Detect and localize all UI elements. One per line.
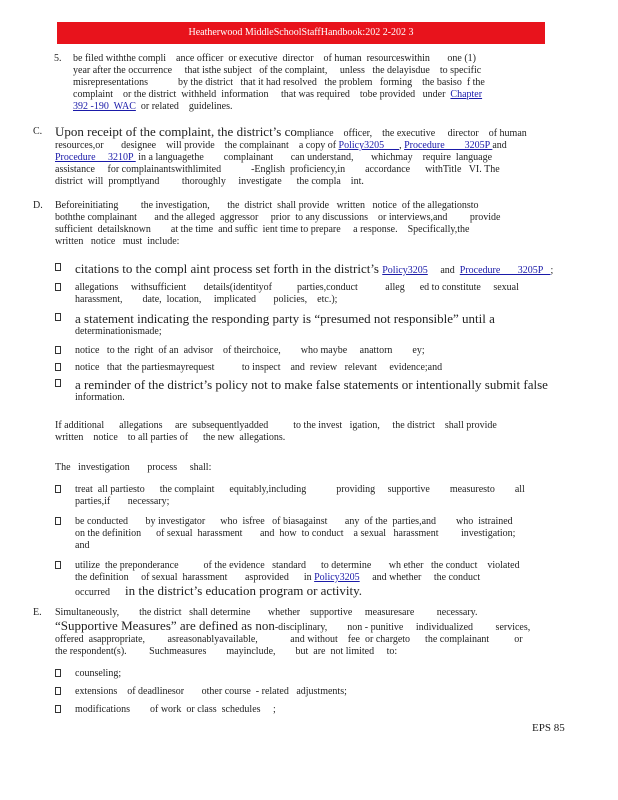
additional-allegations-line-2: written notice to all parties of the new allegations. xyxy=(55,432,286,443)
additional-allegations-paragraph xyxy=(55,420,575,444)
policy-3205-link-2[interactable]: Policy3205 xyxy=(382,265,428,276)
chapter-link[interactable]: Chapter xyxy=(450,89,483,100)
section-d xyxy=(33,200,575,248)
process-item-2 xyxy=(57,516,577,552)
bullet-box-icon xyxy=(55,379,61,387)
section-e-line-1: Simultaneously, the district shall determine whether supportive measuresare necessary. xyxy=(55,607,478,618)
bullet-box-icon xyxy=(55,687,61,695)
section-e xyxy=(33,607,575,658)
notice-item-4 xyxy=(57,345,577,357)
section-d-line-1: Beforeinitiating the investigation, the district shall provide written notice of the allegationsto xyxy=(55,200,479,211)
section-c-line-1-rest: mpliance officer, the executive director of human xyxy=(296,128,527,139)
bullet-box-icon xyxy=(55,263,61,271)
header-title: Heatherwood MiddleSchoolStaffHandbook:202 2-202 3 xyxy=(188,27,414,38)
and-text-2: and xyxy=(427,265,460,276)
measure-item-1 xyxy=(57,668,577,680)
bullet-box-icon xyxy=(55,561,61,569)
supportive-measures-definition: “Supportive Measures” are defined as non xyxy=(55,618,275,633)
measure-item-2-text: extensions of deadlinesor other course - related adjustments; xyxy=(75,686,347,697)
process-item-3-line-2-end: and whether the conduct xyxy=(359,572,481,583)
process-item-3-line-2: the definition of sexual harassment asprovided in xyxy=(75,572,315,583)
section-c-line-4: assistance for complainantswithlimited -English proficiency,in accordance withTitle VI. The xyxy=(55,164,500,175)
investigation-process-intro xyxy=(55,462,575,474)
notice-item-6-line-2: information. xyxy=(75,392,125,403)
wac-link[interactable]: 392 -190 WAC xyxy=(73,101,136,112)
notice-item-3-line-2: determinationismade; xyxy=(75,326,162,337)
comma: , xyxy=(399,140,405,151)
section-d-line-4: written notice must include: xyxy=(55,236,180,247)
page-number: EPS 85 xyxy=(532,722,565,734)
notice-item-2-line-2: harassment, date, location, implicated policies, etc.); xyxy=(75,294,338,305)
procedure-3205p-link-2[interactable]: Procedure 3205P xyxy=(459,265,551,276)
section-c-line-5: district will promptlyand thoroughly investigate the compla int. xyxy=(55,176,364,187)
item-5-line-5 xyxy=(73,101,593,113)
bullet-box-icon xyxy=(55,517,61,525)
section-e-line-2-rest: -disciplinary, non - punitive individualized services, xyxy=(274,622,531,633)
bullet-box-icon xyxy=(55,283,61,291)
semicolon: ; xyxy=(550,265,554,276)
bullet-box-icon xyxy=(55,705,61,713)
notice-item-2-line-1: allegations withsufficient details(identityof parties,conduct alleg ed to constitute sexual xyxy=(75,282,519,293)
measure-item-3-text: modifications of work or class schedules ; xyxy=(75,704,276,715)
measure-item-3 xyxy=(57,704,577,716)
and-text: and xyxy=(492,140,507,151)
section-d-line-2: boththe complainant and the alleged aggressor prior to any discussions or interviews,and provide xyxy=(55,212,501,223)
section-e-label: E. xyxy=(33,607,42,618)
notice-item-3-line-1: a statement indicating the responding party is “presumed not responsible” until a xyxy=(75,311,495,326)
procedure-3205p-link[interactable]: Procedure 3205P xyxy=(404,140,493,151)
item-5-line-4 xyxy=(73,89,593,101)
section-e-line-4: the respondent(s). Suchmeasures mayinclude, but are not limited to: xyxy=(55,646,398,657)
process-item-1-line-2: parties,if necessary; xyxy=(75,496,170,507)
process-item-3 xyxy=(57,560,577,599)
bullet-box-icon xyxy=(55,313,61,321)
process-item-3-line-3: occurred xyxy=(75,587,125,598)
notice-item-4-text: notice to the right of an advisor of theirchoice, who maybe anattorn ey; xyxy=(75,345,425,356)
process-item-2-line-3: and xyxy=(75,540,90,551)
section-c-line-3: in a languagethe complainant can understand, whichmay require language xyxy=(135,152,493,163)
item-5-text-end: or related guidelines. xyxy=(135,101,233,112)
procedure-3210p-link[interactable]: Procedure 3210P xyxy=(55,152,136,163)
bullet-box-icon xyxy=(55,485,61,493)
notice-item-6 xyxy=(57,378,577,404)
section-e-line-3: offered asappropriate, asreasonablyavailable, and without fee or chargeto the complainant or xyxy=(55,634,523,645)
item-5-label: 5. xyxy=(54,53,62,64)
item-5 xyxy=(54,53,593,113)
section-d-line-3: sufficient detailsknown at the time and suffic ient time to prepare a response. Specifically,the xyxy=(55,224,470,235)
process-item-3-line-1: utilize the preponderance of the evidence standard to determine wh ether the conduct violated xyxy=(75,560,520,571)
additional-allegations-line-1: If additional allegations are subsequentlyadded to the invest igation, the district shall provide xyxy=(55,420,497,431)
item-5-line-3: misrepresentations by the district that it had resolved the problem forming the basiso f the xyxy=(73,77,485,88)
bullet-box-icon xyxy=(55,669,61,677)
policy-3205-link-3[interactable]: Policy3205 xyxy=(314,572,360,583)
policy-3205-link[interactable]: Policy3205 xyxy=(338,140,400,151)
process-item-2-line-1: be conducted by investigator who isfree of biasagainst any of the parties,and who istrained xyxy=(75,516,513,527)
bullet-box-icon xyxy=(55,363,61,371)
item-5-line-1: be filed withthe compli ance officer or executive director of human resourceswithin one (1) xyxy=(73,53,477,64)
section-d-label: D. xyxy=(33,200,43,211)
item-5-line-2: year after the occurrence that isthe subject of the complaint, unless the delayisdue to specific xyxy=(73,65,482,76)
section-c-line-2: resources,or designee will provide the complainant a copy of xyxy=(55,140,339,151)
section-c xyxy=(33,124,575,188)
notice-item-6-line-1: a reminder of the district’s policy not to make false statements or intentionally submit false xyxy=(75,377,548,392)
bullet-box-icon xyxy=(55,346,61,354)
notice-item-1-text: citations to the compl aint process set forth in the district’s xyxy=(75,261,383,276)
measure-item-1-text: counseling; xyxy=(75,668,122,679)
page-header xyxy=(57,22,545,44)
process-item-2-line-2: on the definition of sexual harassment and how to conduct a sexual harassment investigation; xyxy=(75,528,516,539)
section-c-heading: Upon receipt of the complaint, the district’s co xyxy=(55,124,297,139)
notice-item-5-text: notice that the partiesmayrequest to inspect and review relevant evidence;and xyxy=(75,362,443,373)
measure-item-2 xyxy=(57,686,577,698)
notice-item-5 xyxy=(57,362,577,374)
notice-item-2 xyxy=(57,282,577,306)
process-item-3-line-3-emphasis: in the district’s education program or activity. xyxy=(124,583,363,598)
process-item-1-line-1: treat all partiesto the complaint equitably,including providing supportive measuresto all xyxy=(75,484,525,495)
item-5-text: complaint or the district withheld information that was required tobe provided under xyxy=(73,89,451,100)
investigation-process-text: The investigation process shall: xyxy=(55,462,212,473)
notice-item-3 xyxy=(57,312,577,338)
process-item-1 xyxy=(57,484,577,508)
section-c-label: C. xyxy=(33,126,43,137)
notice-item-1 xyxy=(57,262,577,277)
